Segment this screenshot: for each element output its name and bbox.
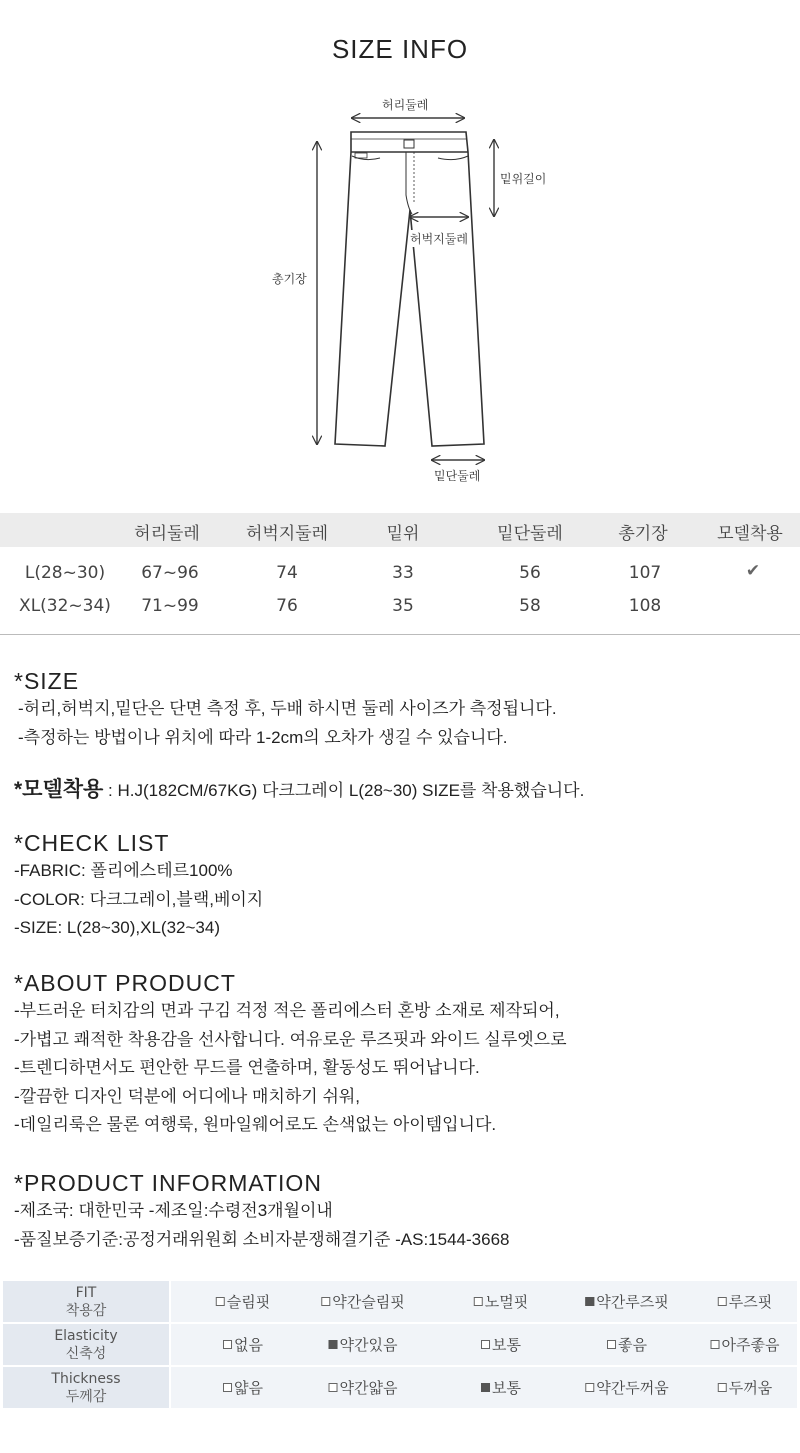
about-line: -깔끔한 디자인 덕분에 어디에나 매치하기 쉬워,	[14, 1086, 361, 1106]
size-table-header	[0, 513, 800, 547]
fit-option-label: 아주좋음	[721, 1336, 780, 1354]
hem-cell: 56	[519, 563, 541, 583]
fit-option-label: 약간슬림핏	[332, 1293, 405, 1311]
empty-box-icon	[474, 1297, 483, 1306]
size-table	[0, 513, 800, 635]
col-hem: 밑단둘레	[497, 524, 563, 544]
fit-option-label: 약간있음	[339, 1336, 398, 1354]
empty-box-icon	[321, 1297, 330, 1306]
fit-option	[474, 1281, 528, 1324]
empty-box-icon	[711, 1340, 720, 1349]
fit-option	[481, 1324, 521, 1367]
product-info-section	[14, 1170, 509, 1254]
fit-option	[223, 1367, 263, 1410]
fit-option-label: 보통	[492, 1336, 521, 1354]
waist-cell: 71~99	[141, 596, 199, 616]
elasticity-label-ko: 신축성	[65, 1345, 107, 1362]
about-line: -가볍고 쾌적한 착용감을 선사합니다. 여유로운 루즈핏과 와이드 실루엣으로	[14, 1029, 567, 1049]
fit-option-label: 두꺼움	[728, 1379, 773, 1397]
check-list-title: *CHECK LIST	[14, 830, 170, 856]
fit-row	[3, 1281, 797, 1324]
col-waist: 허리둘레	[134, 524, 200, 544]
thigh-cell: 76	[276, 596, 298, 616]
fit-option-label: 얇음	[234, 1379, 263, 1397]
thigh-label: 허벅지둘레	[410, 232, 468, 246]
elasticity-label	[3, 1324, 171, 1365]
fit-option	[711, 1324, 780, 1367]
fit-table	[3, 1281, 797, 1410]
elasticity-label-en: Elasticity	[54, 1327, 118, 1344]
elasticity-row	[3, 1324, 797, 1367]
empty-box-icon	[718, 1383, 727, 1392]
fabric-label: -FABRIC:	[14, 861, 86, 880]
thickness-label-en: Thickness	[51, 1370, 121, 1387]
length-cell: 107	[628, 563, 662, 583]
col-thigh: 허벅지둘레	[245, 524, 329, 544]
checked-box-icon	[585, 1297, 594, 1306]
empty-box-icon	[585, 1383, 594, 1392]
color-label: -COLOR:	[14, 889, 85, 909]
fit-option	[718, 1367, 772, 1410]
thickness-options	[171, 1367, 797, 1408]
size-value: L(28~30),XL(32~34)	[62, 918, 221, 937]
model-label: *모델착용	[14, 778, 104, 801]
thickness-label	[3, 1367, 171, 1408]
length-cell: 108	[628, 596, 662, 616]
empty-box-icon	[223, 1383, 232, 1392]
about-line: -데일리룩은 물론 여행룩, 원마일웨어로도 손색없는 아이템입니다.	[14, 1115, 497, 1134]
fit-option-label: 약간루즈핏	[596, 1293, 669, 1311]
page-title: SIZE INFO	[331, 34, 469, 64]
length-label: 총기장	[272, 272, 307, 286]
size-cell: L(28~30)	[24, 563, 106, 583]
fit-option	[223, 1324, 263, 1367]
elasticity-options	[171, 1324, 797, 1365]
fit-label-ko: 착용감	[65, 1302, 107, 1319]
table-row	[0, 591, 800, 624]
check-list-section	[14, 830, 263, 943]
rise-cell: 33	[392, 563, 414, 583]
empty-box-icon	[718, 1297, 727, 1306]
size-cell: XL(32~34)	[19, 596, 111, 616]
model-text: : H.J(182CM/67KG) 다크그레이 L(28~30) SIZE를 착용했습니다.	[103, 781, 585, 800]
rise-label: 밑위길이	[500, 172, 547, 186]
about-line: -부드러운 터치감의 면과 구김 걱정 적은 폴리에스터 혼방 소재로 제작되어,	[14, 1001, 560, 1020]
fit-option-label: 노멀핏	[484, 1293, 529, 1311]
waist-label: 허리둘레	[382, 98, 429, 112]
size-line	[14, 914, 263, 943]
fit-option-label: 약간두꺼움	[596, 1379, 669, 1397]
model-section	[14, 773, 584, 806]
fit-option	[321, 1281, 404, 1324]
fit-options	[171, 1281, 797, 1322]
fit-option	[329, 1367, 398, 1410]
thickness-row	[3, 1367, 797, 1410]
checked-box-icon	[329, 1340, 338, 1349]
thickness-label-ko: 두께감	[65, 1388, 107, 1405]
fit-option-label: 좋음	[618, 1336, 647, 1354]
about-line: -트렌디하면서도 편안한 무드를 연출하며, 활동성도 뛰어납니다.	[14, 1058, 480, 1077]
fit-label	[3, 1281, 171, 1322]
fit-label-en: FIT	[75, 1284, 97, 1301]
fit-option	[216, 1281, 270, 1324]
empty-box-icon	[223, 1340, 232, 1349]
fabric-value: 폴리에스테르100%	[85, 861, 233, 880]
col-rise: 밑위	[386, 524, 420, 544]
product-info-line: -제조국: 대한민국 -제조일:수령전3개월이내	[14, 1201, 333, 1220]
fit-option	[718, 1281, 772, 1324]
pants-illustration	[0, 90, 800, 500]
size-note: -측정하는 방법이나 위치에 따라 1-2cm의 오차가 생길 수 있습니다.	[18, 727, 508, 747]
table-row	[0, 558, 800, 591]
color-value: 다크그레이,블랙,베이지	[84, 889, 264, 909]
empty-box-icon	[481, 1340, 490, 1349]
empty-box-icon	[607, 1340, 616, 1349]
waist-cell: 67~96	[141, 563, 199, 583]
pants-size-diagram	[0, 90, 800, 500]
fit-option-label: 보통	[492, 1379, 521, 1397]
product-info-title: *PRODUCT INFORMATION	[14, 1170, 322, 1196]
about-title: *ABOUT PRODUCT	[14, 970, 236, 996]
rise-cell: 35	[392, 596, 414, 616]
fit-option-label: 슬림핏	[226, 1293, 271, 1311]
size-section-title: *SIZE	[14, 668, 80, 694]
fit-option-label: 루즈핏	[728, 1293, 773, 1311]
hem-label: 밑단둘레	[434, 469, 481, 483]
thigh-cell: 74	[276, 563, 298, 583]
color-line	[14, 886, 263, 915]
fit-option-label: 없음	[234, 1336, 263, 1354]
size-label: -SIZE:	[14, 918, 63, 937]
fabric-line	[14, 857, 263, 886]
about-section	[14, 970, 567, 1140]
fit-option	[585, 1281, 668, 1324]
fit-option	[329, 1324, 398, 1367]
model-check-icon: ✔	[745, 561, 761, 581]
fit-option	[481, 1367, 521, 1410]
hem-cell: 58	[519, 596, 541, 616]
size-section	[14, 668, 557, 752]
product-info-line: -품질보증기준:공정거래위원회 소비자분쟁해결기준 -AS:1544-3668	[14, 1229, 510, 1249]
empty-box-icon	[216, 1297, 225, 1306]
size-note: -허리,허벅지,밑단은 단면 측정 후, 두배 하시면 둘레 사이즈가 측정됩니다.	[18, 699, 557, 718]
fit-option	[585, 1367, 668, 1410]
col-length: 총기장	[618, 524, 668, 544]
checked-box-icon	[481, 1383, 490, 1392]
fit-option-label: 약간얇음	[339, 1379, 398, 1397]
empty-box-icon	[329, 1383, 338, 1392]
col-model: 모델착용	[717, 524, 783, 544]
fit-option	[607, 1324, 647, 1367]
